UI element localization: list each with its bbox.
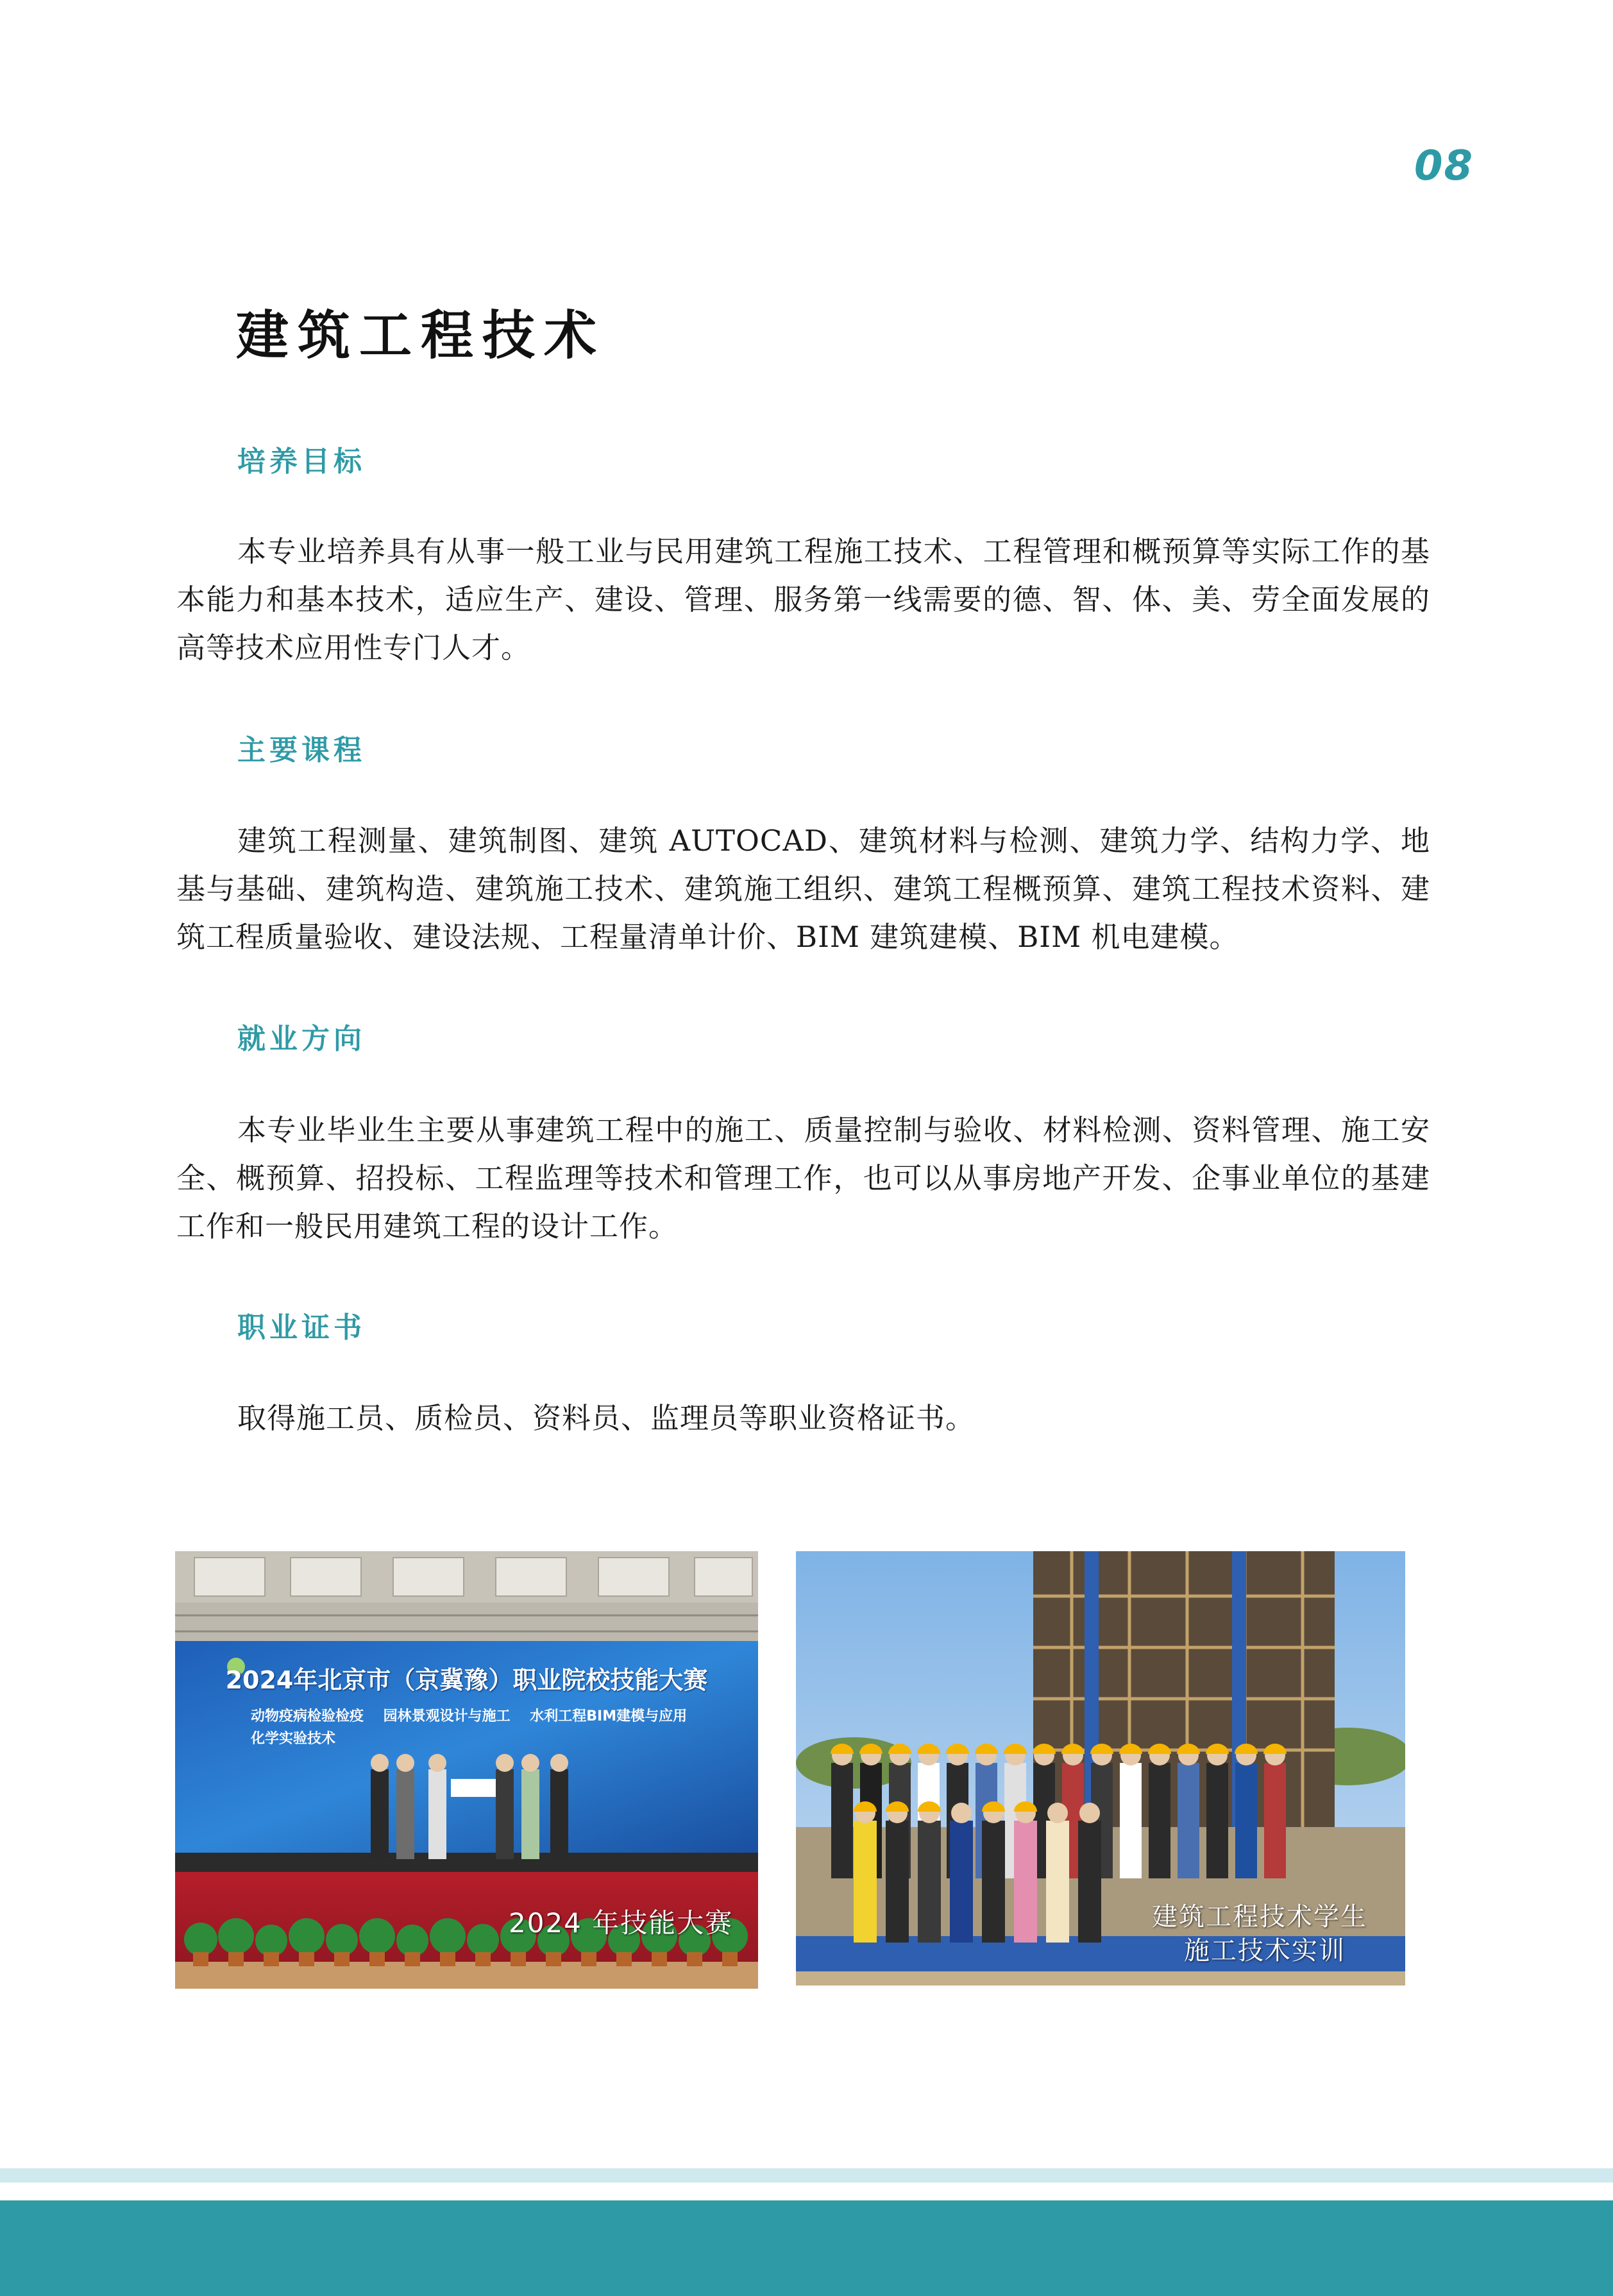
section-heading-certificate: 职业证书 bbox=[237, 1311, 366, 1344]
banner-line-2: 化学实验技术 bbox=[251, 1731, 336, 1747]
banner-line-1: 动物疫病检验检疫 园林景观设计与施工 水利工程BIM建模与应用 bbox=[251, 1708, 688, 1724]
photo-construction-training bbox=[796, 1551, 1405, 1986]
photo-skills-competition bbox=[175, 1551, 758, 1989]
photo-caption-training-line-2: 施工技术实训 bbox=[1184, 1936, 1346, 1966]
section-heading-goal: 培养目标 bbox=[237, 445, 366, 478]
page-title: 建筑工程技术 bbox=[236, 305, 606, 366]
footer-band bbox=[0, 2200, 1613, 2296]
section-text-goal: 本专业培养具有从事一般工业与民用建筑工程施工技术、工程管理和概预算等实际工作的基本能力和基本技术，适应生产、建设、管理、服务第一线需要的德、智、体、美、劳全面发展的高等技术应用性专门人才。 bbox=[176, 534, 1430, 665]
photo-caption-competition: 2024 年技能大赛 bbox=[509, 1907, 734, 1939]
section-heading-career: 就业方向 bbox=[237, 1023, 366, 1055]
section-heading-courses: 主要课程 bbox=[237, 734, 366, 767]
photo-caption-training-line-1: 建筑工程技术学生 bbox=[1152, 1902, 1367, 1932]
page-number: 08 bbox=[1414, 142, 1474, 190]
banner-title: 2024年北京市（京冀豫）职业院校技能大赛 bbox=[225, 1666, 708, 1694]
section-text-career: 本专业毕业生主要从事建筑工程中的施工、质量控制与验收、材料检测、资料管理、施工安全、概预算、招投标、工程监理等技术和管理工作，也可以从事房地产开发、企事业单位的基建工作和一般民用建筑工程的设计工作。 bbox=[176, 1113, 1430, 1243]
section-text-certificate: 取得施工员、质检员、资料员、监理员等职业资格证书。 bbox=[237, 1401, 975, 1435]
footer-thin-stripe bbox=[0, 2168, 1613, 2182]
section-text-courses: 建筑工程测量、建筑制图、建筑 AUTOCAD、建筑材料与检测、建筑力学、结构力学、地基与基础、建筑构造、建筑施工技术、建筑施工组织、建筑工程概预算、建筑工程技术资料、建筑工程质量验收、建设法规、工程量清单计价、BIM 建筑建模、BIM 机电建模。 bbox=[176, 824, 1430, 954]
